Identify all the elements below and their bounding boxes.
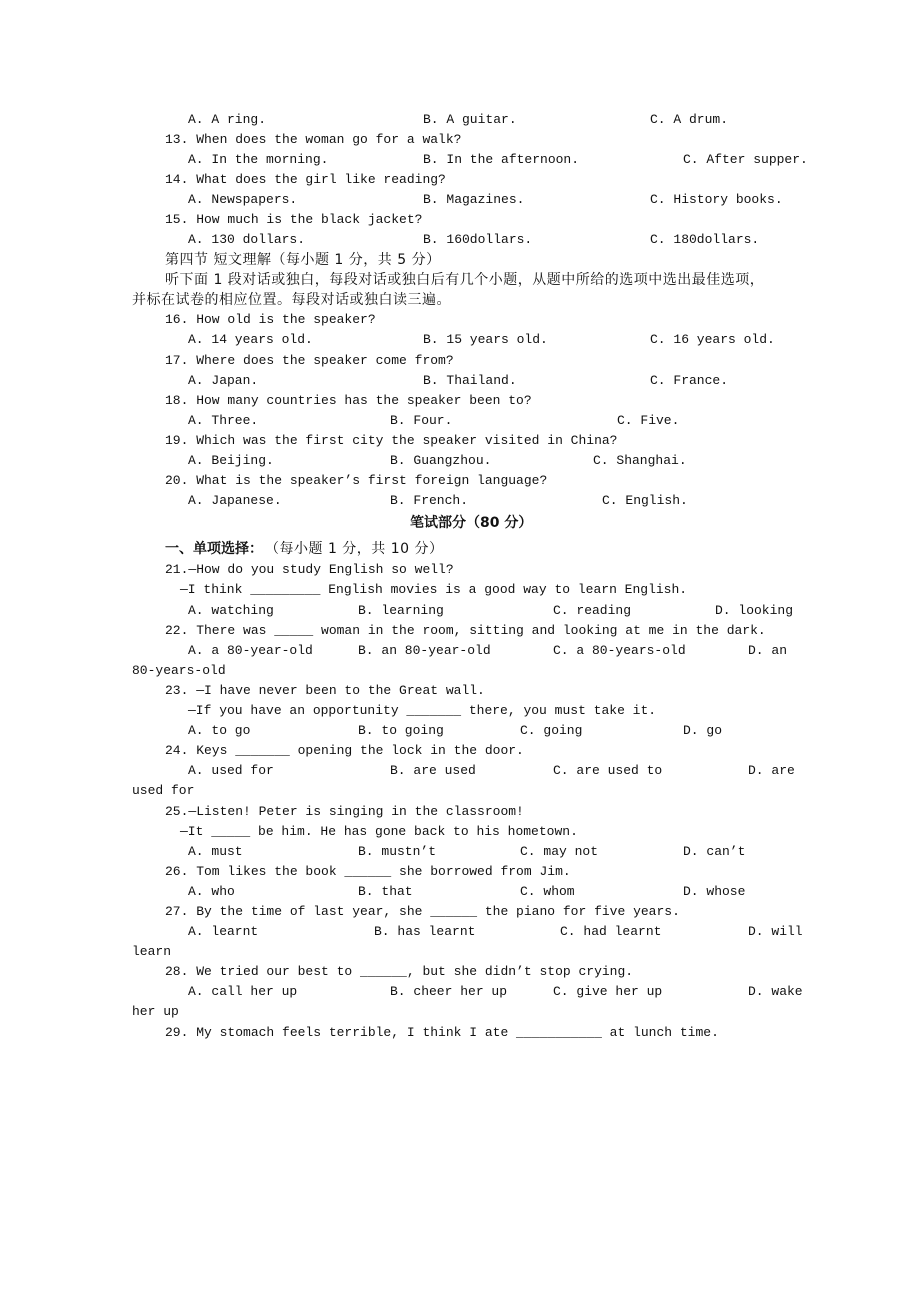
answer-option: C. English. — [602, 493, 688, 508]
text-line: —If you have an opportunity _______ there, you must take it. — [188, 703, 657, 718]
answer-option: A. to go — [188, 723, 251, 738]
answer-option: B. Thailand. — [423, 373, 517, 388]
answer-option: A. Three. — [188, 413, 259, 428]
answer-option: B. 160dollars. — [423, 232, 533, 247]
text-line: —It _____ be him. He has gone back to his hometown. — [180, 824, 578, 839]
answer-option: A. a 80-year-old — [188, 643, 313, 658]
answer-option: A. Newspapers. — [188, 192, 298, 207]
text-line: 15. How much is the black jacket? — [165, 212, 423, 227]
answer-option: C. After supper. — [683, 152, 808, 167]
answer-option: B. A guitar. — [423, 112, 517, 127]
answer-option: D. can’t — [683, 844, 746, 859]
text-line: 29. My stomach feels terrible, I think I ate ___________ at lunch time. — [165, 1025, 719, 1040]
text-line: 14. What does the girl like reading? — [165, 172, 446, 187]
answer-option: A. Beijing. — [188, 453, 274, 468]
text-line: 24. Keys _______ opening the lock in the door. — [165, 743, 524, 758]
answer-option: A. call her up — [188, 984, 298, 999]
text-line: （每小题 1 分，共 10 分） — [265, 541, 444, 557]
answer-option: A. 130 dollars. — [188, 232, 306, 247]
answer-option: B. 15 years old. — [423, 332, 548, 347]
answer-option: B. are used — [390, 763, 476, 778]
answer-option: C. had learnt — [560, 924, 662, 939]
answer-option: B. an 80-year-old — [358, 643, 491, 658]
section-title: 笔试部分（80 分） — [410, 515, 533, 531]
text-line: 80-years-old — [132, 663, 226, 678]
answer-option: A. In the morning. — [188, 152, 329, 167]
answer-option: C. 180dollars. — [650, 232, 760, 247]
answer-option: B. Four. — [390, 413, 453, 428]
answer-option: A. watching — [188, 603, 274, 618]
answer-option: B. to going — [358, 723, 444, 738]
answer-option: D. go — [683, 723, 723, 738]
text-line: used for — [132, 783, 195, 798]
text-line: 听下面 1 段对话或独白，每段对话或独白后有几个小题，从题中所给的选项中选出最佳选项， — [165, 272, 765, 288]
answer-option: C. give her up — [553, 984, 663, 999]
answer-option: C. 16 years old. — [650, 332, 775, 347]
answer-option: A. must — [188, 844, 243, 859]
answer-option: D. whose — [683, 884, 746, 899]
answer-option: A. Japanese. — [188, 493, 282, 508]
answer-option: C. History books. — [650, 192, 783, 207]
answer-option: D. an — [748, 643, 788, 658]
answer-option: A. who — [188, 884, 235, 899]
text-line: 19. Which was the first city the speaker visited in China? — [165, 433, 618, 448]
text-line: 第四节 短文理解（每小题 1 分，共 5 分） — [165, 252, 441, 268]
answer-option: C. A drum. — [650, 112, 729, 127]
text-line: 13. When does the woman go for a walk? — [165, 132, 462, 147]
answer-option: B. cheer her up — [390, 984, 508, 999]
answer-option: A. used for — [188, 763, 274, 778]
answer-option: C. Five. — [617, 413, 680, 428]
text-line: 22. There was _____ woman in the room, sitting and looking at me in the dark. — [165, 623, 766, 638]
answer-option: A. A ring. — [188, 112, 267, 127]
text-line: 28. We tried our best to ______, but she didn’t stop crying. — [165, 964, 634, 979]
text-line: 17. Where does the speaker come from? — [165, 353, 454, 368]
text-line: —I think _________ English movies is a good way to learn English. — [180, 582, 688, 597]
answer-option: B. that — [358, 884, 413, 899]
text-line: 26. Tom likes the book ______ she borrowed from Jim. — [165, 864, 571, 879]
answer-option: C. going — [520, 723, 583, 738]
answer-option: B. French. — [390, 493, 469, 508]
answer-option: B. Magazines. — [423, 192, 525, 207]
answer-option: B. learning — [358, 603, 444, 618]
answer-option: B. In the afternoon. — [423, 152, 580, 167]
answer-option: B. Guangzhou. — [390, 453, 492, 468]
text-line: 一、单项选择： — [165, 541, 263, 557]
text-line: 23. —I have never been to the Great wall. — [165, 683, 485, 698]
text-line: 20. What is the speaker’s first foreign language? — [165, 473, 548, 488]
answer-option: D. will — [748, 924, 803, 939]
text-line: 16. How old is the speaker? — [165, 312, 376, 327]
text-line: 27. By the time of last year, she ______ the piano for five years. — [165, 904, 680, 919]
answer-option: B. mustn’t — [358, 844, 437, 859]
text-line: learn — [132, 944, 172, 959]
text-line: 21.—How do you study English so well? — [165, 562, 454, 577]
answer-option: C. whom — [520, 884, 575, 899]
answer-option: A. 14 years old. — [188, 332, 313, 347]
answer-option: A. learnt — [188, 924, 259, 939]
answer-option: D. looking — [715, 603, 794, 618]
answer-option: D. are — [748, 763, 795, 778]
text-line: 并标在试卷的相应位置。每段对话或独白读三遍。 — [132, 292, 451, 308]
answer-option: C. Shanghai. — [593, 453, 687, 468]
answer-option: C. are used to — [553, 763, 663, 778]
text-line: her up — [132, 1004, 179, 1019]
answer-option: C. may not — [520, 844, 599, 859]
text-line: 18. How many countries has the speaker been to? — [165, 393, 532, 408]
answer-option: C. reading — [553, 603, 632, 618]
answer-option: C. France. — [650, 373, 729, 388]
answer-option: D. wake — [748, 984, 803, 999]
text-line: 25.—Listen! Peter is singing in the classroom! — [165, 804, 524, 819]
answer-option: C. a 80-years-old — [553, 643, 686, 658]
answer-option: B. has learnt — [374, 924, 476, 939]
answer-option: A. Japan. — [188, 373, 259, 388]
